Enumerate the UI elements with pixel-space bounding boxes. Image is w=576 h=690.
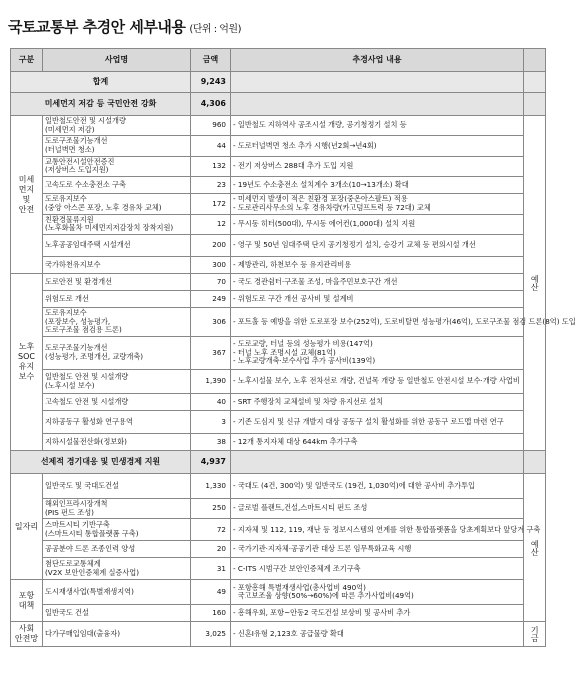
content-line: - 지자체 및 112, 119, 재난 등 정보시스템의 연계를 위한 통합플랫폼을 당초계획보다 앞당겨 구축 bbox=[233, 524, 541, 534]
project-name: 일반철도안전 및 시설개량 (미세먼지 저감) bbox=[43, 116, 191, 136]
project-content bbox=[231, 257, 524, 274]
project-content bbox=[231, 308, 576, 337]
section-row bbox=[11, 451, 546, 474]
table-row bbox=[11, 214, 546, 234]
project-amount: 172 bbox=[191, 193, 231, 214]
project-amount: 20 bbox=[191, 541, 231, 558]
content-line: - 19년도 수소충전소 설치계수 3개소(10→13개소) 확대 bbox=[233, 179, 409, 189]
content-line: - 국가기관·지자체·공공기관 대상 드론 임무특화교육 시행 bbox=[233, 544, 412, 553]
project-amount: 3 bbox=[191, 411, 231, 434]
content-line: - 제방관리, 하천보수 등 유지관리비용 bbox=[233, 259, 352, 269]
section-note bbox=[524, 451, 546, 474]
section-amount: 4,937 bbox=[191, 451, 231, 474]
project-amount: 40 bbox=[191, 394, 231, 411]
project-content bbox=[231, 519, 541, 541]
project-name: 노후공공임대주택 시설개선 bbox=[43, 235, 191, 257]
table-row bbox=[11, 474, 546, 499]
total-note bbox=[524, 72, 546, 93]
project-name: 도시재생사업(특별재생지역) bbox=[43, 580, 191, 605]
project-amount: 72 bbox=[191, 519, 231, 541]
project-name: 도로안전 및 환경개선 bbox=[43, 274, 191, 291]
project-amount: 200 bbox=[191, 235, 231, 257]
content-line: - 국대도 (4건, 300억) 및 일반국도 (19건, 1,030억)에 대한 공사비 추가투입 bbox=[233, 480, 475, 490]
table-row bbox=[11, 156, 546, 176]
project-amount: 23 bbox=[191, 176, 231, 193]
project-amount: 12 bbox=[191, 214, 231, 234]
section-amount: 4,306 bbox=[191, 93, 231, 116]
project-content bbox=[231, 274, 524, 291]
section-label: 미세먼지 저감 등 국민안전 강화 bbox=[11, 93, 191, 116]
project-content bbox=[231, 136, 524, 156]
project-name: 지하시설물전산화(정보화) bbox=[43, 434, 191, 451]
project-content bbox=[231, 193, 524, 214]
project-content bbox=[231, 474, 524, 499]
project-amount: 960 bbox=[191, 116, 231, 136]
total-row bbox=[11, 72, 546, 93]
project-content bbox=[231, 411, 524, 434]
table-row bbox=[11, 622, 546, 647]
content-line: - SRT 주행장치 교체설비 및 차량 유지선로 설치 bbox=[233, 396, 384, 406]
project-content bbox=[231, 235, 524, 257]
section-content bbox=[231, 93, 524, 116]
project-name: 스마트시티 기반구축 (스마트시티 통합플랫폼 구축) bbox=[43, 519, 191, 541]
project-amount: 44 bbox=[191, 136, 231, 156]
project-amount: 1,390 bbox=[191, 370, 231, 394]
project-content bbox=[231, 291, 524, 308]
project-content bbox=[231, 580, 524, 605]
total-amount: 9,243 bbox=[191, 72, 231, 93]
project-amount: 132 bbox=[191, 156, 231, 176]
project-name: 도로구조물기능개선 (터널벽면 청소) bbox=[43, 136, 191, 156]
project-amount: 49 bbox=[191, 580, 231, 605]
document-title bbox=[8, 16, 241, 37]
project-name: 일반철도 안전 및 시설개량 (노후시설 보수) bbox=[43, 370, 191, 394]
total-content bbox=[231, 72, 524, 93]
project-content bbox=[231, 176, 524, 193]
project-content bbox=[231, 214, 524, 234]
project-name: 일반국도 및 국대도건설 bbox=[43, 474, 191, 499]
budget-type-note: 기금 bbox=[524, 622, 546, 647]
project-name: 고속도로 수소충전소 구축 bbox=[43, 176, 191, 193]
project-name: 교통안전시설안전증진 (저상버스 도입지원) bbox=[43, 156, 191, 176]
content-line: 국고보조율 상향(50%→60%)에 따른 추가사업비(49억) bbox=[233, 591, 414, 601]
project-amount: 3,025 bbox=[191, 622, 231, 647]
content-line: - 12개 통지자체 대상 644km 추가구축 bbox=[233, 436, 358, 446]
project-content bbox=[231, 541, 524, 558]
project-content bbox=[231, 434, 524, 451]
project-amount: 250 bbox=[191, 499, 231, 519]
content-line: - 도로관리사무소의 노후 경유차량(카고덤프트럭 등 72대) 교체 bbox=[233, 202, 431, 212]
content-line: - 미세먼지 발생이 적은 친환경 포장(중온아스팔트) 적용 bbox=[233, 194, 408, 204]
group-cell: 포항 대책 bbox=[11, 580, 43, 622]
table-row bbox=[11, 605, 546, 622]
project-name: 도로유지보수 (포장보수, 성능평가, 도로구조물 점검용 드론) bbox=[43, 308, 191, 337]
project-amount: 70 bbox=[191, 274, 231, 291]
section-label: 선제적 경기대응 및 민생경제 지원 bbox=[11, 451, 191, 474]
content-line: - 신혼Ⅰ유형 2,123호 공급물량 확대 bbox=[233, 629, 344, 638]
table-row bbox=[11, 580, 546, 605]
group-cell: 일자리 bbox=[11, 474, 43, 580]
content-line: - 영구 및 50년 임대주택 단지 공기청정기 설치, 승강기 교체 등 편의시설 개선 bbox=[233, 240, 476, 250]
section-content bbox=[231, 451, 524, 474]
table-row bbox=[11, 176, 546, 193]
table-row bbox=[11, 499, 546, 519]
project-content bbox=[231, 394, 524, 411]
table-row bbox=[11, 235, 546, 257]
project-amount: 160 bbox=[191, 605, 231, 622]
table-row bbox=[11, 257, 546, 274]
title-text: 국토교통부 추경안 세부내용 bbox=[8, 18, 186, 36]
project-content bbox=[231, 156, 524, 176]
group-cell: 노후 SOC 유지 보수 bbox=[11, 274, 43, 451]
project-amount: 249 bbox=[191, 291, 231, 308]
project-name: 위험도로 개선 bbox=[43, 291, 191, 308]
project-name: 일반국도 건설 bbox=[43, 605, 191, 622]
table-row bbox=[11, 394, 546, 411]
table-row bbox=[11, 558, 546, 580]
table-row bbox=[11, 337, 546, 370]
table-row bbox=[11, 291, 546, 308]
project-name: 해외인프라시장개척 (PIS 펀드 조성) bbox=[43, 499, 191, 519]
project-amount: 38 bbox=[191, 434, 231, 451]
header-gubun: 구분 bbox=[11, 49, 43, 72]
content-line: - 포항흥해 특별재생사업(총사업비 490억) bbox=[233, 582, 366, 592]
content-line: - 노후시설물 보수, 노후 전차선로 개량, 건널목 개량 등 일반철도 안전시설 보수·개량 사업비 bbox=[233, 376, 520, 386]
project-name: 도로구조물기능개선 (성능평가, 조명개선, 교량개축) bbox=[43, 337, 191, 370]
project-name: 도로유지보수 (중앙 아스콘 포장, 노후 경유차 교체) bbox=[43, 193, 191, 214]
header-blank bbox=[524, 49, 546, 72]
total-label: 합계 bbox=[11, 72, 191, 93]
project-content bbox=[231, 622, 524, 647]
content-line: - 무시동 히터(500대), 무시동 에어컨(1,000대) 설치 지원 bbox=[233, 219, 416, 229]
project-content bbox=[231, 558, 524, 580]
project-amount: 1,330 bbox=[191, 474, 231, 499]
budget-type-note: 예산 bbox=[524, 116, 546, 451]
project-name: 고속철도 안전 및 시설개량 bbox=[43, 394, 191, 411]
project-name: 공공분야 드론 조종인력 양성 bbox=[43, 541, 191, 558]
group-cell: 사회 안전망 bbox=[11, 622, 43, 647]
header-project: 사업명 bbox=[43, 49, 191, 72]
content-line: - 위험도로 구간 개선 공사비 및 설계비 bbox=[233, 293, 354, 303]
project-content bbox=[231, 337, 524, 370]
project-name: 지하공동구 활성화 연구용역 bbox=[43, 411, 191, 434]
header-row bbox=[11, 49, 546, 72]
content-line: - 전기 저상버스 288대 추가 도입 지원 bbox=[233, 160, 354, 170]
budget-table bbox=[10, 48, 576, 647]
content-line: - 노후교량개축·보수사업 추가 공사비(139억) bbox=[233, 356, 376, 366]
unit-label: (단위 : 억원) bbox=[189, 24, 241, 35]
header-content: 추경사업 내용 bbox=[231, 49, 524, 72]
section-note bbox=[524, 93, 546, 116]
group-cell: 미세 먼지 및 안전 bbox=[11, 116, 43, 274]
table-row bbox=[11, 541, 546, 558]
project-content bbox=[231, 370, 524, 394]
budget-type-note: 예산 bbox=[524, 474, 546, 622]
content-line: - 국도 경관쉼터·구조물 조성, 마을주민보호구간 개선 bbox=[233, 276, 398, 286]
table-row bbox=[11, 136, 546, 156]
content-line: - C-ITS 시범구간 보안인증체계 조기구축 bbox=[233, 563, 361, 573]
project-amount: 31 bbox=[191, 558, 231, 580]
project-amount: 300 bbox=[191, 257, 231, 274]
content-line: - 터널 노후 조명시설 교체(81억) bbox=[233, 347, 336, 357]
table-row bbox=[11, 116, 546, 136]
table-row bbox=[11, 519, 546, 541]
project-name: 첨단도로교통체계 (V2X 보안인증체계 실증사업) bbox=[43, 558, 191, 580]
content-line: - 도로터널벽면 청소 추가 시행(년2회→년4회) bbox=[233, 140, 377, 150]
content-line: - 기존 도심지 및 신규 개발지 대상 공동구 설치 활성화를 위한 공동구 로드맵 마련 연구 bbox=[233, 416, 504, 426]
content-line: - 포트홀 등 예방을 위한 도로포장 보수(252억), 도로비탈면 성능평가(46억), 도로구조물 점검 드론(8억) 도입 bbox=[233, 316, 576, 326]
table-row bbox=[11, 193, 546, 214]
table-row bbox=[11, 434, 546, 451]
content-line: - 글로벌 플랜트,건설,스마트시티 펀드 조성 bbox=[233, 503, 368, 513]
table-row bbox=[11, 370, 546, 394]
project-name: 친환경물류지원 (노후화물차 미세먼지저감장치 장착지원) bbox=[43, 214, 191, 234]
project-content bbox=[231, 116, 524, 136]
table-row bbox=[11, 411, 546, 434]
table-row bbox=[11, 274, 546, 291]
project-amount: 367 bbox=[191, 337, 231, 370]
section-row bbox=[11, 93, 546, 116]
table-row bbox=[11, 308, 546, 337]
content-line: - 도로교량, 터널 등의 성능평가 비용(147억) bbox=[233, 339, 373, 349]
project-content bbox=[231, 605, 524, 622]
project-name: 국가하천유지보수 bbox=[43, 257, 191, 274]
project-content bbox=[231, 499, 524, 519]
project-amount: 306 bbox=[191, 308, 231, 337]
content-line: - 흥해우회, 포항~안동2 국도건설 보상비 및 공사비 추가 bbox=[233, 608, 411, 617]
content-line: - 일반철도 지하역사 공조시설 개량, 공기청정기 설치 등 bbox=[233, 120, 407, 130]
project-name: 다가구매입임대(출융자) bbox=[43, 622, 191, 647]
header-amount: 금액 bbox=[191, 49, 231, 72]
